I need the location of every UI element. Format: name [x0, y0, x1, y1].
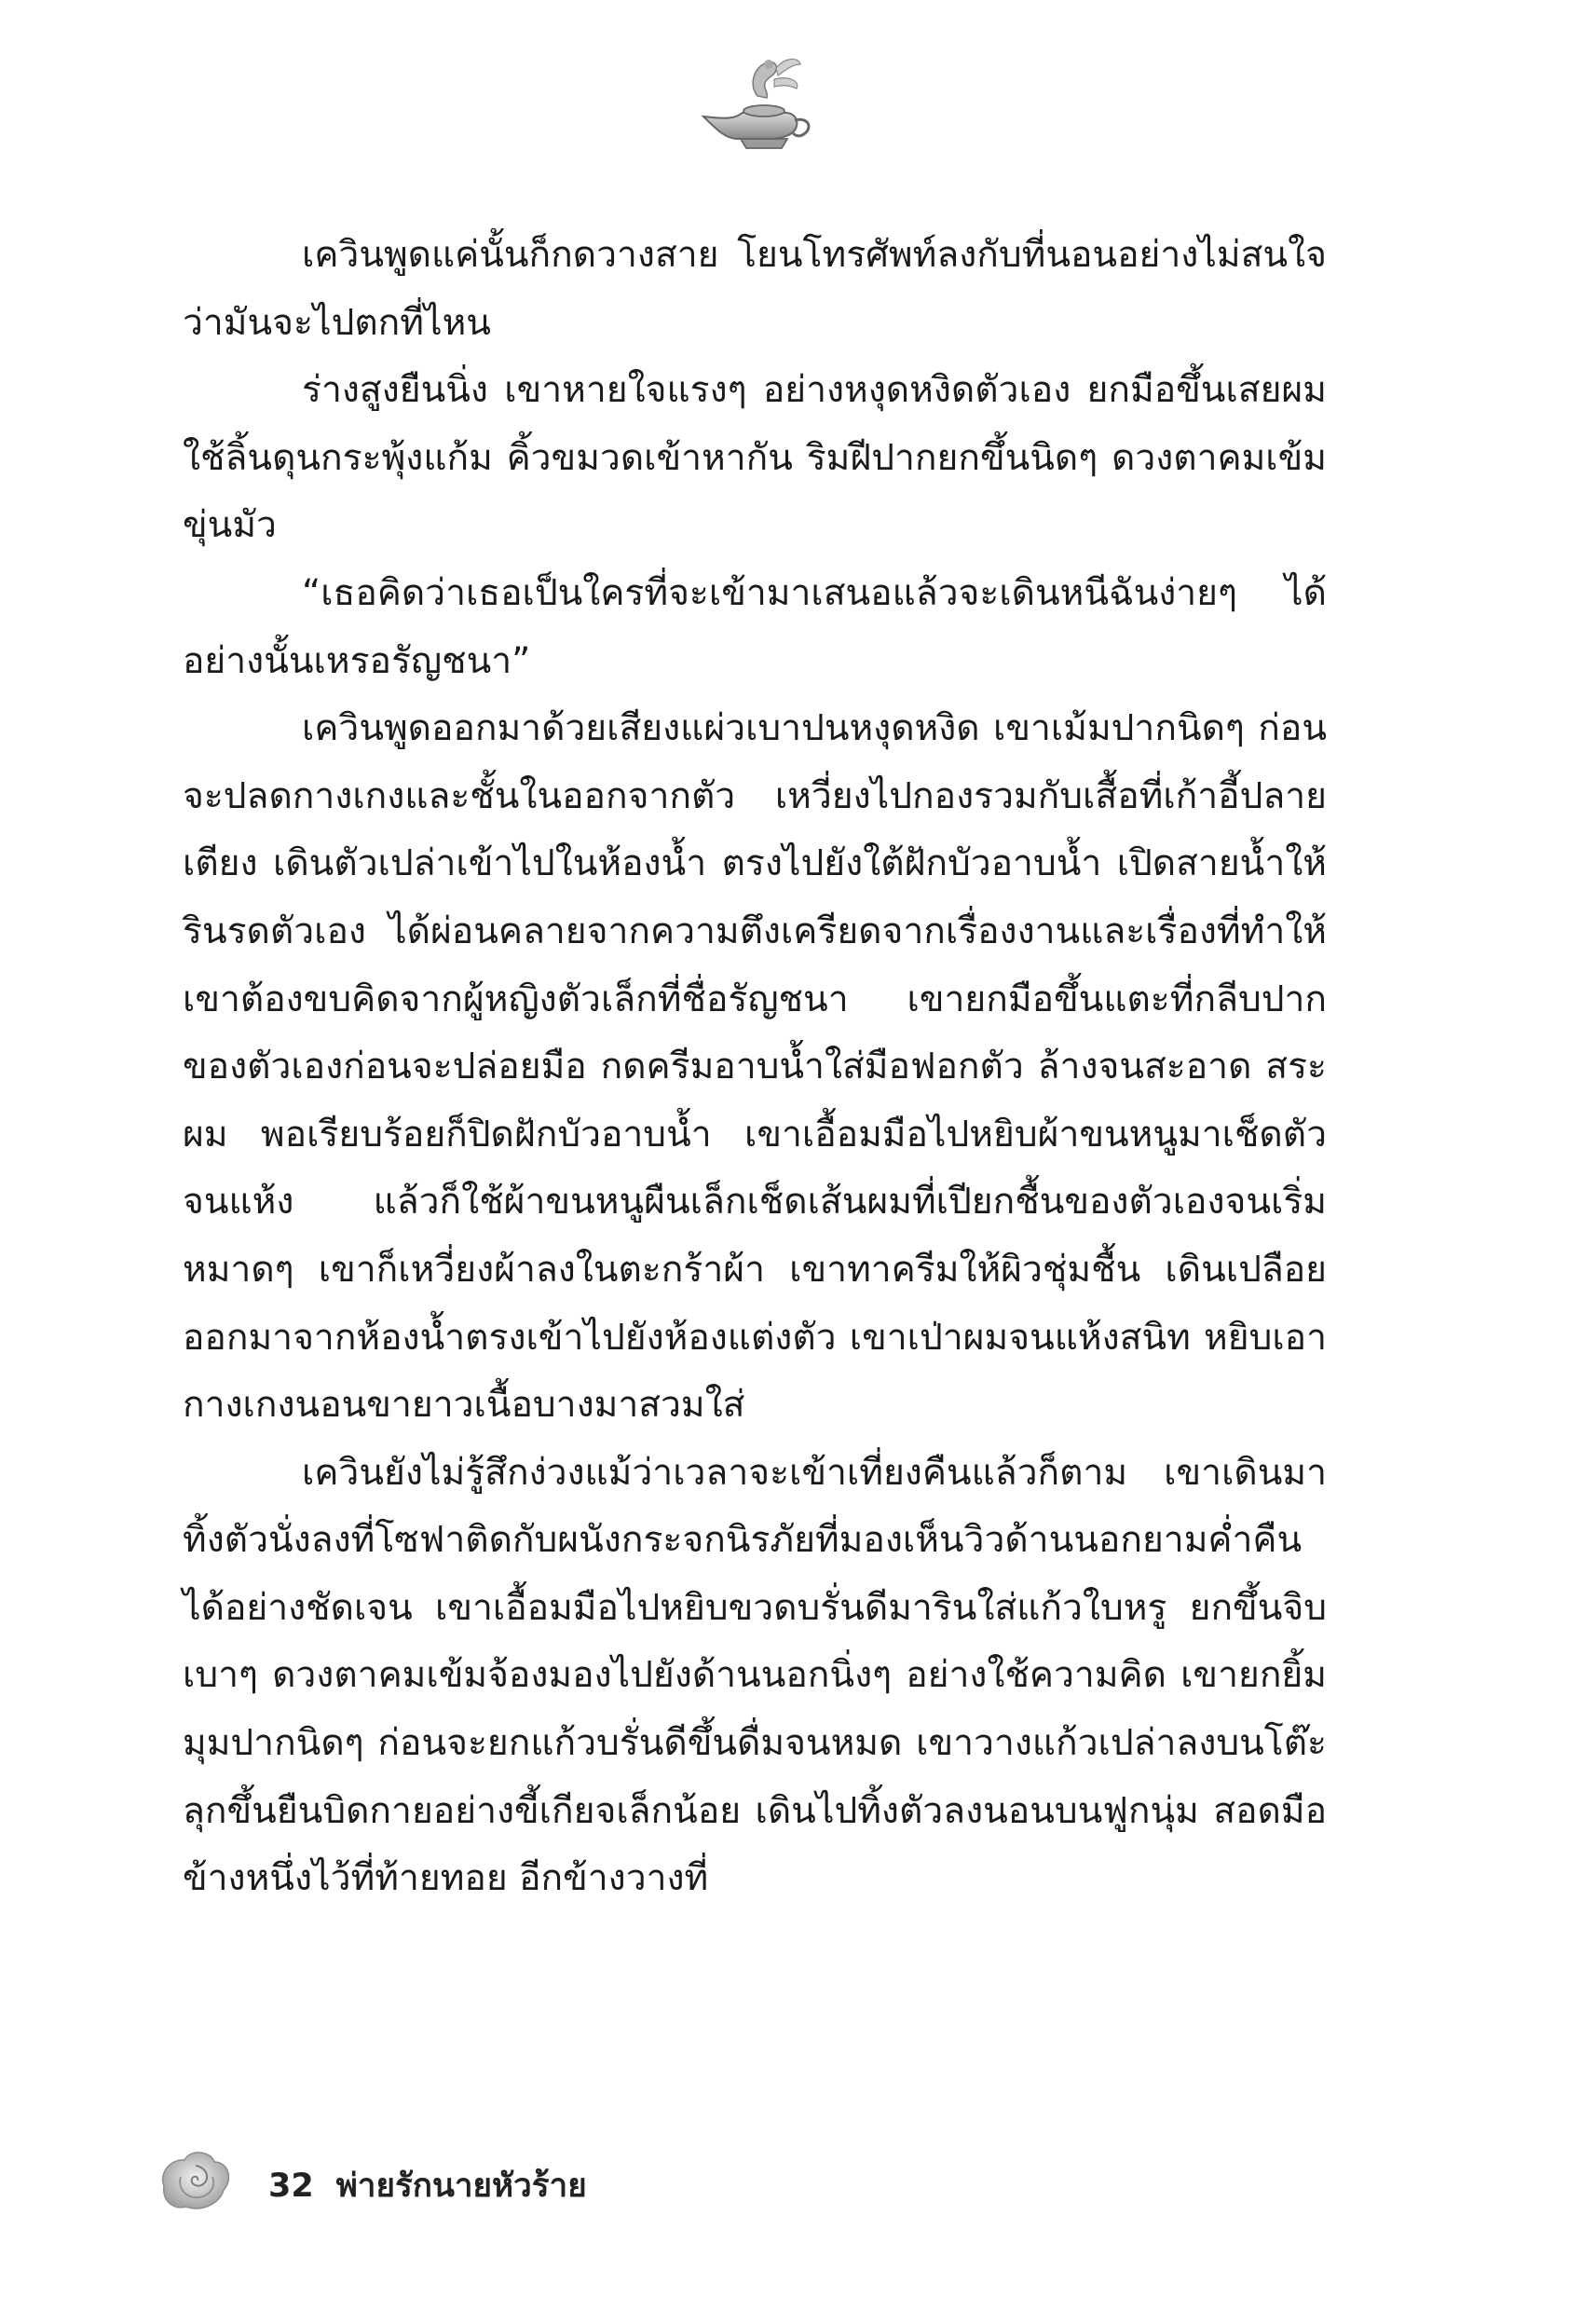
- page-footer: [158, 2145, 904, 2220]
- rose-icon: [158, 2145, 233, 2216]
- body-text: [183, 222, 1327, 1913]
- footer-text: [268, 2160, 587, 2211]
- magic-lamp-fairy-icon: [685, 51, 825, 163]
- paragraph: เควินพูดแค่นั้นก็กดวางสาย โยนโทรศัพท์ลงกับที่นอนอย่างไม่สนใจว่ามันจะไปตกที่ไหน: [183, 234, 1327, 344]
- paragraph: ร่างสูงยืนนิ่ง เขาหายใจแรงๆ อย่างหงุดหงิดตัวเอง ยกมือขึ้นเสยผม ใช้ลิ้นดุนกระพุ้งแก้ม คิ้วขมวดเข้าหากัน ริมฝีปากยกขึ้นนิดๆ ดวงตาคมเข้มขุ่นมัว: [183, 369, 1327, 547]
- paragraph: “เธอคิดว่าเธอเป็นใครที่จะเข้ามาเสนอแล้วจะเดินหนีฉันง่ายๆ ได้อย่างนั้นเหรอรัญชนา”: [183, 571, 1327, 682]
- book-title: พ่ายรักนายหัวร้าย: [335, 2167, 587, 2205]
- paragraph: เควินพูดออกมาด้วยเสียงแผ่วเบาปนหงุดหงิด เขาเม้มปากนิดๆ ก่อนจะปลดกางเกงและชั้นในออกจากตัว เหวี่ยงไปกองรวมกับเสื้อที่เก้าอี้ปลายเตียง เดินตัวเปล่าเข้าไปในห้องน้ำ ตรงไปยังใต้ฝักบัวอาบน้ำ เปิดสายน้ำให้รินรดตัวเอง ได้ผ่อนคลายจากความตึงเครียดจากเรื่องงานและเรื่องที่ทำให้เขาต้องขบคิดจากผู้หญิงตัวเล็กที่ชื่อรัญชนา เขายกมือขึ้นแตะที่กลีบปากของตัวเองก่อนจะปล่อยมือ กดครีมอาบน้ำใส่มือฟอกตัว ล้างจนสะอาด สระผม พอเรียบร้อยก็ปิดฝักบัวอาบน้ำ เขาเอื้อมมือไปหยิบผ้าขนหนูมาเช็ดตัวจนแห้ง แล้วก็ใช้ผ้าขนหนูผืนเล็กเช็ดเส้นผมที่เปียกชื้นของตัวเองจนเริ่มหมาดๆ เขาก็เหวี่ยงผ้าลงในตะกร้าผ้า เขาทาครีมให้ผิวชุ่มชื้น เดินเปลือยออกมาจากห้องน้ำตรงเข้าไปยังห้องแต่งตัว เขาเป่าผมจนแห้งสนิท หยิบเอากางเกงนอนขายาวเนื้อบางมาสวมใส่: [183, 707, 1327, 1427]
- page-number: 32: [268, 2167, 314, 2205]
- paragraph: เควินยังไม่รู้สึกง่วงแม้ว่าเวลาจะเข้าเที่ยงคืนแล้วก็ตาม เขาเดินมาทิ้งตัวนั่งลงที่โซฟาติดกับผนังกระจกนิรภัยที่มองเห็นวิวด้านนอกยามค่ำคืนได้อย่างชัดเจน เขาเอื้อมมือไปหยิบขวดบรั่นดีมารินใส่แก้วใบหรู ยกขึ้นจิบเบาๆ ดวงตาคมเข้มจ้องมองไปยังด้านนอกนิ่งๆ อย่างใช้ความคิด เขายกยิ้มมุมปากนิดๆ ก่อนจะยกแก้วบรั่นดีขึ้นดื่มจนหมด เขาวางแก้วเปล่าลงบนโต๊ะ ลุกขึ้นยืนบิดกายอย่างขี้เกียจเล็กน้อย เดินไปทิ้งตัวลงนอนบนฟูกนุ่ม สอดมือข้างหนึ่งไว้ที่ท้ายทอย อีกข้างวางที่: [183, 1451, 1327, 1900]
